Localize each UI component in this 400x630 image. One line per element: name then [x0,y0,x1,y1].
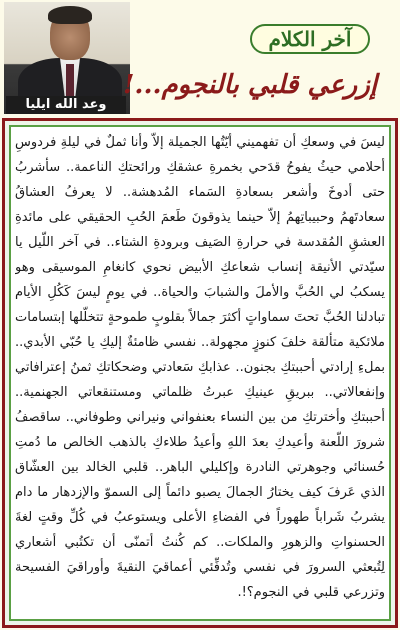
column-name-badge: آخر الكلام [250,24,370,54]
author-name: وعد الله ايليا [6,96,126,114]
article-header [0,0,400,118]
author-photo-hair [48,6,92,24]
article-frame [2,118,398,628]
article-headline: إزرعي قلبي بالنجوم...! [123,70,377,100]
article-frame-inner [9,125,391,621]
article-body: ليسَ في وسعكِ أن تفهميني أيّتُها الجميلة إلاّ وأنا ثملٌ في ليلةِ فردوسِ أحلامي حيثُ يفوحُ قدَحي بخمرةِ عشقكِ ورائحتكِ الناعمة.. سأشربُ حتى أدوخَ وأشعر بسعادةِ السَماء المُدهشة.. لا يعرفُ العشاقُ سعادتَهمُ وحبيباتِهمُ إلاّ حينما يذوقونَ طَعمَ الحُبِ الحقيقي على مائدةِ العشقِ المُقدسة في حرارةِ الصَيف وبرودةِ الشتاء.. في آخر اللّيل يا سيّدتي الأنيقة إنساب شعاعكِ الأبيض نحوي كانغامِ الموسيقى وهو يسكبُ لي الحُبَّ والأملَ والشبابَ والحياة.. في يومٍ ليسَ كَكُلِ الأيام تبادلنا الحُبَّ تحتَ سماواتٍ أكثرَ جمالاً بقلوبٍ طموحةٍ تتخلّلها إبتسامات ملائكية متألقة خلفَ كنوزٍ مجهولة.. نفسي ظامئةٌ إليكِ يا حُبّي الأبدي.. بملءِ إرادتي أحببتكِ بجنون.. عذابكِ سَعادتي وضحكاتكِ ثمنُ إعترافاتي وإنفعالاتي.. ببريقِ عينيكِ عبرتُ ظلماتي ومستنقعاتي الجهنمية.. أحببتكِ وأخترتكِ من بين النساء بعنفواني ونيراني وطوفاني.. ساقصفُ شرورَ اللّعنة وأعيدكِ بعدَ اللهِ وأعيدُ طلاءكِ بالذهب الخالص ما دُمتِ حُسنائي وجوهرتي النادرة وإكليلي الباهر.. قلبي الخالد بين العشّاق الذي عَرفَ كيف يختارُ الجمالَ يصبو دائماً إلى السموّ والإزدهار ما دام يشربُ شَراباً طهوراً في الفضاءِ الأعلى ويستوعبُ في كُلِّ وقتٍ لغةَ الحسنواتِ والزهورِ والملكات.. كم كُنتُ أتمنّى أن تكتُبي أشعاري لِتُبعثي السرورَ في نفسي وتُدفِّئي أعماقيَ النقيةَ وأوراقيَ الفسيحة وتزرعي قلبي في النجوم؟!. [15,135,385,600]
